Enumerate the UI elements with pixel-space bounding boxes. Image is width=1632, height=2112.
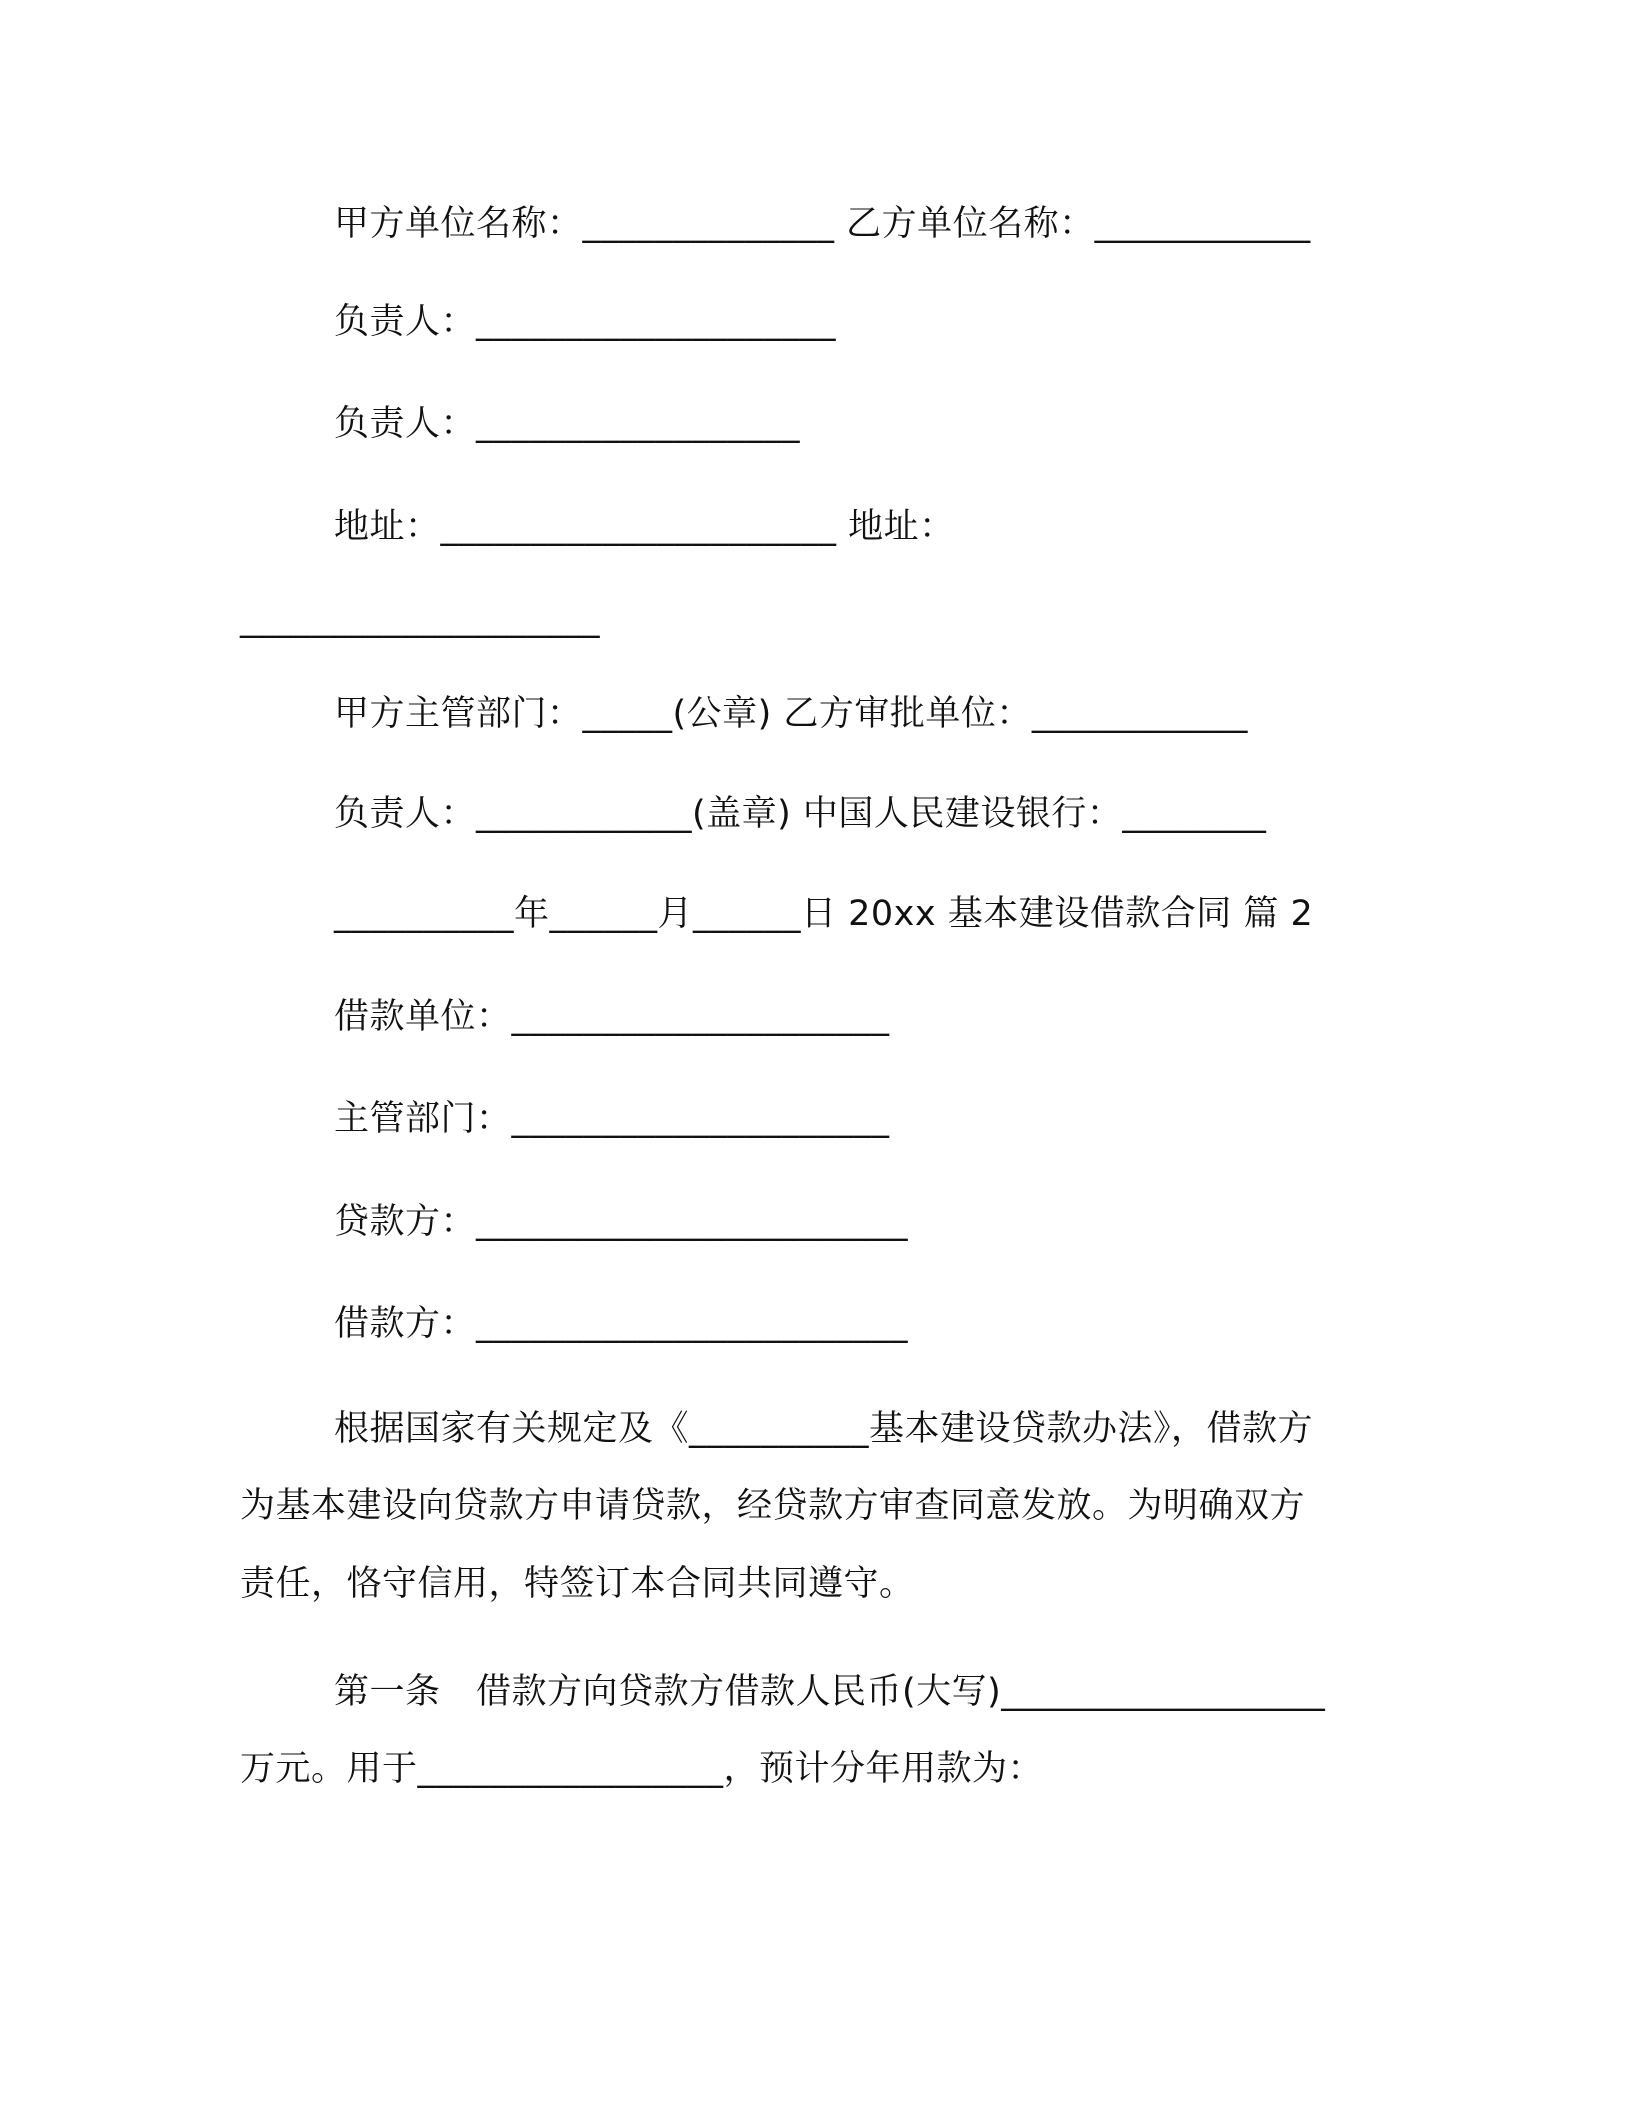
address-line: 地址：______________________ 地址： (334, 507, 955, 547)
competent-department-line: 主管部门：_____________________ (334, 1099, 890, 1139)
borrowing-unit-line: 借款单位：_____________________ (334, 997, 890, 1037)
bank-line: 负责人：____________(盖章) 中国人民建设银行：________ (334, 794, 1267, 834)
article-one-line-2: 万元。用于_________________，预计分年用款为： (240, 1749, 1044, 1789)
date-title-line: __________年______月______日 20xx 基本建设借款合同 篇 2 (334, 894, 1314, 934)
article-one-line-1: 第一条 借款方向贷款方借款人民币(大写)__________________ (334, 1672, 1326, 1712)
department-line: 甲方主管部门：_____(公章) 乙方审批单位：____________ (334, 694, 1248, 734)
preamble-line-1: 根据国家有关规定及《__________基本建设贷款办法》，借款方 (334, 1409, 1314, 1449)
address-blank-continuation: ____________________ (240, 599, 600, 639)
party-names-line: 甲方单位名称：______________ 乙方单位名称：____________ (334, 204, 1311, 244)
responsible-person-line-2: 负责人：__________________ (334, 404, 801, 444)
responsible-person-line-1: 负责人：____________________ (334, 302, 837, 342)
preamble-line-3: 责任，恪守信用，特签订本合同共同遵守。 (240, 1564, 915, 1604)
lender-line: 贷款方：________________________ (334, 1202, 909, 1242)
borrower-line: 借款方：________________________ (334, 1304, 909, 1344)
preamble-line-2: 为基本建设向贷款方申请贷款，经贷款方审查同意发放。为明确双方 (240, 1486, 1306, 1526)
